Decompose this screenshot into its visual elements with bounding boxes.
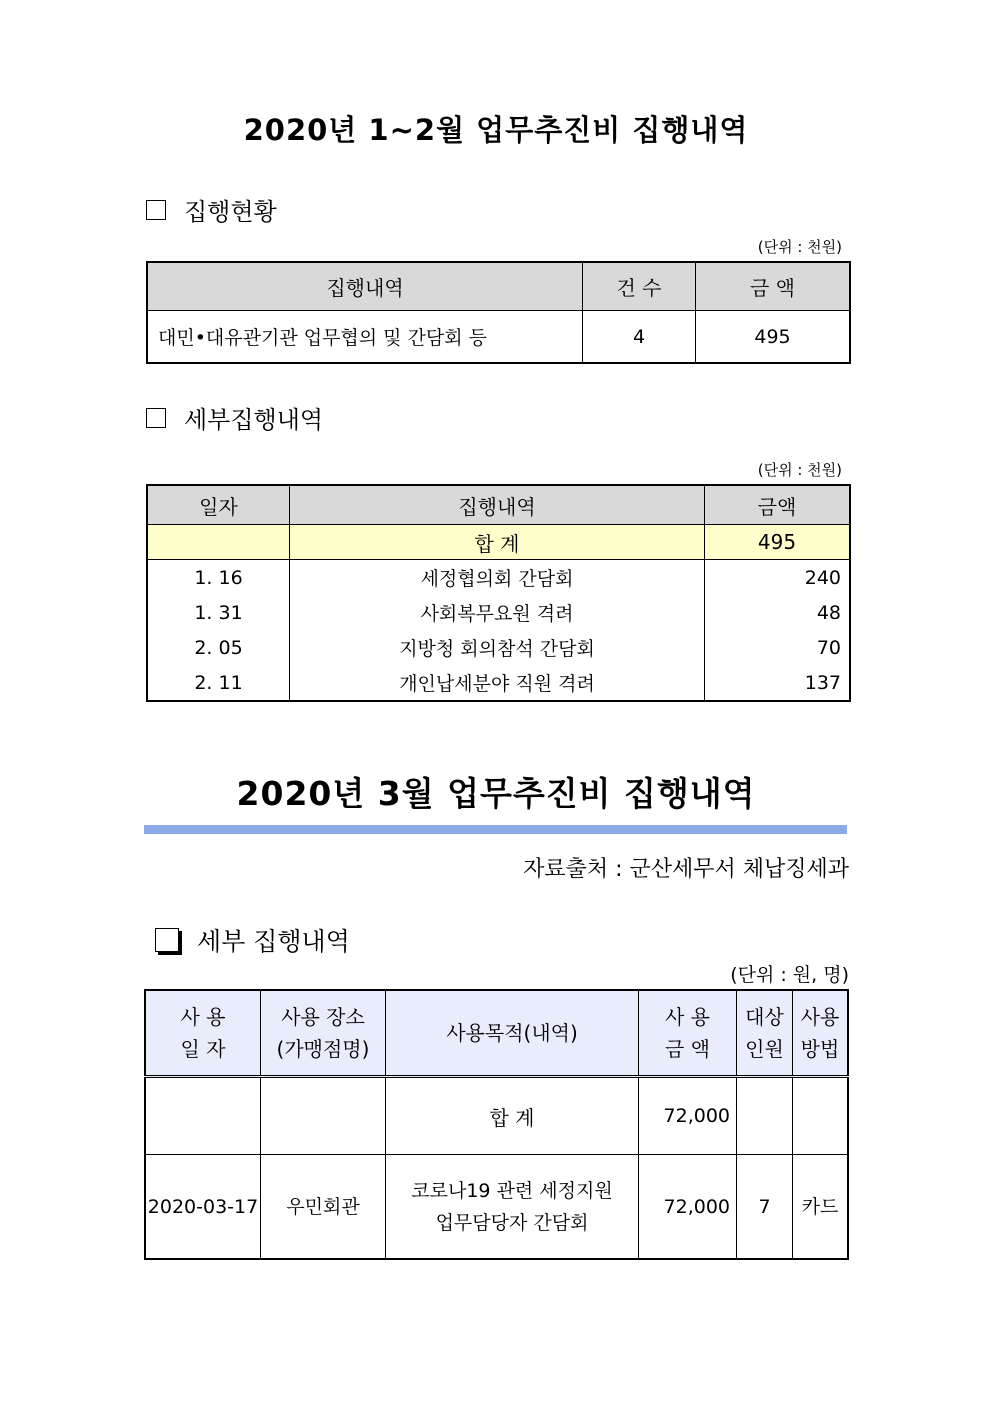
cell-amount: 72,000 <box>639 1155 737 1260</box>
header-place-line2: (가맹점명) <box>276 1037 370 1061</box>
total-value: 495 <box>705 525 851 560</box>
cell-item: 개인납세분야 직원 격려 <box>290 665 705 701</box>
header-purpose-line1: 사용목적(내역) <box>446 1021 578 1045</box>
total-empty-cell <box>261 1077 386 1155</box>
total-row <box>145 1077 848 1155</box>
unit-label-2: (단위 : 천원) <box>757 461 842 479</box>
header-people-line1: 대상 <box>745 1005 784 1029</box>
cell-place: 우민회관 <box>261 1155 386 1260</box>
total-row <box>147 525 850 560</box>
total-value: 72,000 <box>639 1077 737 1155</box>
header-count: 건 수 <box>583 262 696 311</box>
cell-amount: 70 <box>705 630 851 665</box>
cell-amount: 240 <box>705 560 851 596</box>
title-underline-bar <box>144 825 847 834</box>
total-label: 합 계 <box>386 1077 639 1155</box>
header-date-line1: 사 용 <box>180 1005 226 1029</box>
cell-item: 사회복무요원 격려 <box>290 595 705 630</box>
page-title-1: 2020년 1~2월 업무추진비 집행내역 <box>243 113 749 147</box>
header-people-line2: 인원 <box>745 1037 784 1061</box>
section-detail-label: 세부집행내역 <box>184 406 324 434</box>
cell-count: 4 <box>583 311 696 364</box>
cell-date: 1. 31 <box>147 595 290 630</box>
table-row <box>147 665 850 701</box>
cell-date: 2. 05 <box>147 630 290 665</box>
section-detail-2-label: 세부 집행내역 <box>197 927 350 956</box>
header-amount-line2: 금 액 <box>665 1037 710 1061</box>
unit-label-3: (단위 : 원, 명) <box>730 964 849 986</box>
cell-date: 1. 16 <box>147 560 290 596</box>
checkbox-icon <box>146 200 166 220</box>
header-date <box>145 990 261 1077</box>
total-empty-cell <box>737 1077 793 1155</box>
header-people <box>737 990 793 1077</box>
header-amount <box>639 990 737 1077</box>
table-row <box>145 1155 848 1260</box>
cell-item: 세정협의회 간담회 <box>290 560 705 596</box>
table-row <box>147 630 850 665</box>
cell-method: 카드 <box>793 1155 849 1260</box>
cell-date: 2. 11 <box>147 665 290 701</box>
section-status-label: 집행현황 <box>184 198 277 226</box>
header-date-line2: 일 자 <box>180 1037 226 1061</box>
table-header-row <box>145 990 848 1077</box>
checkbox-icon <box>146 408 166 428</box>
table-row <box>147 560 850 596</box>
header-amount: 금 액 <box>696 262 851 311</box>
total-label: 합 계 <box>290 525 705 560</box>
section-status <box>146 192 277 227</box>
cell-people: 7 <box>737 1155 793 1260</box>
section-detail <box>146 400 323 435</box>
cell-purpose-line2: 업무담당자 간담회 <box>435 1211 589 1234</box>
header-amount: 금액 <box>705 485 851 525</box>
cell-date: 2020-03-17 <box>145 1155 261 1260</box>
total-empty-cell <box>793 1077 849 1155</box>
cell-item: 대민•대유관기관 업무협의 및 간담회 등 <box>147 311 583 364</box>
summary-table <box>146 261 851 364</box>
header-item: 집행내역 <box>147 262 583 311</box>
cell-purpose <box>386 1155 639 1260</box>
header-method-line1: 사용 <box>800 1005 840 1029</box>
table-header-row <box>147 485 850 525</box>
header-purpose <box>386 990 639 1077</box>
header-date: 일자 <box>147 485 290 525</box>
march-detail-table <box>144 989 849 1260</box>
header-place <box>261 990 386 1077</box>
source-label: 자료출처 : 군산세무서 체납징세과 <box>523 857 849 882</box>
table-row <box>147 595 850 630</box>
cell-purpose-line1: 코로나19 관련 세정지원 <box>411 1179 613 1202</box>
cell-amount: 495 <box>696 311 851 364</box>
table-row <box>147 311 850 364</box>
total-empty-cell <box>147 525 290 560</box>
total-empty-cell <box>145 1077 261 1155</box>
detail-table <box>146 484 851 702</box>
unit-label-1: (단위 : 천원) <box>757 238 842 256</box>
page-title-2: 2020년 3월 업무추진비 집행내역 <box>236 774 756 813</box>
header-place-line1: 사용 장소 <box>281 1005 365 1029</box>
checkbox-icon <box>155 928 179 952</box>
header-method-line2: 방법 <box>800 1037 840 1061</box>
cell-amount: 137 <box>705 665 851 701</box>
table-header-row <box>147 262 850 311</box>
header-method <box>793 990 849 1077</box>
header-amount-line1: 사 용 <box>665 1005 710 1029</box>
cell-item: 지방청 회의참석 간담회 <box>290 630 705 665</box>
cell-amount: 48 <box>705 595 851 630</box>
section-detail-2 <box>155 922 350 958</box>
header-item: 집행내역 <box>290 485 705 525</box>
